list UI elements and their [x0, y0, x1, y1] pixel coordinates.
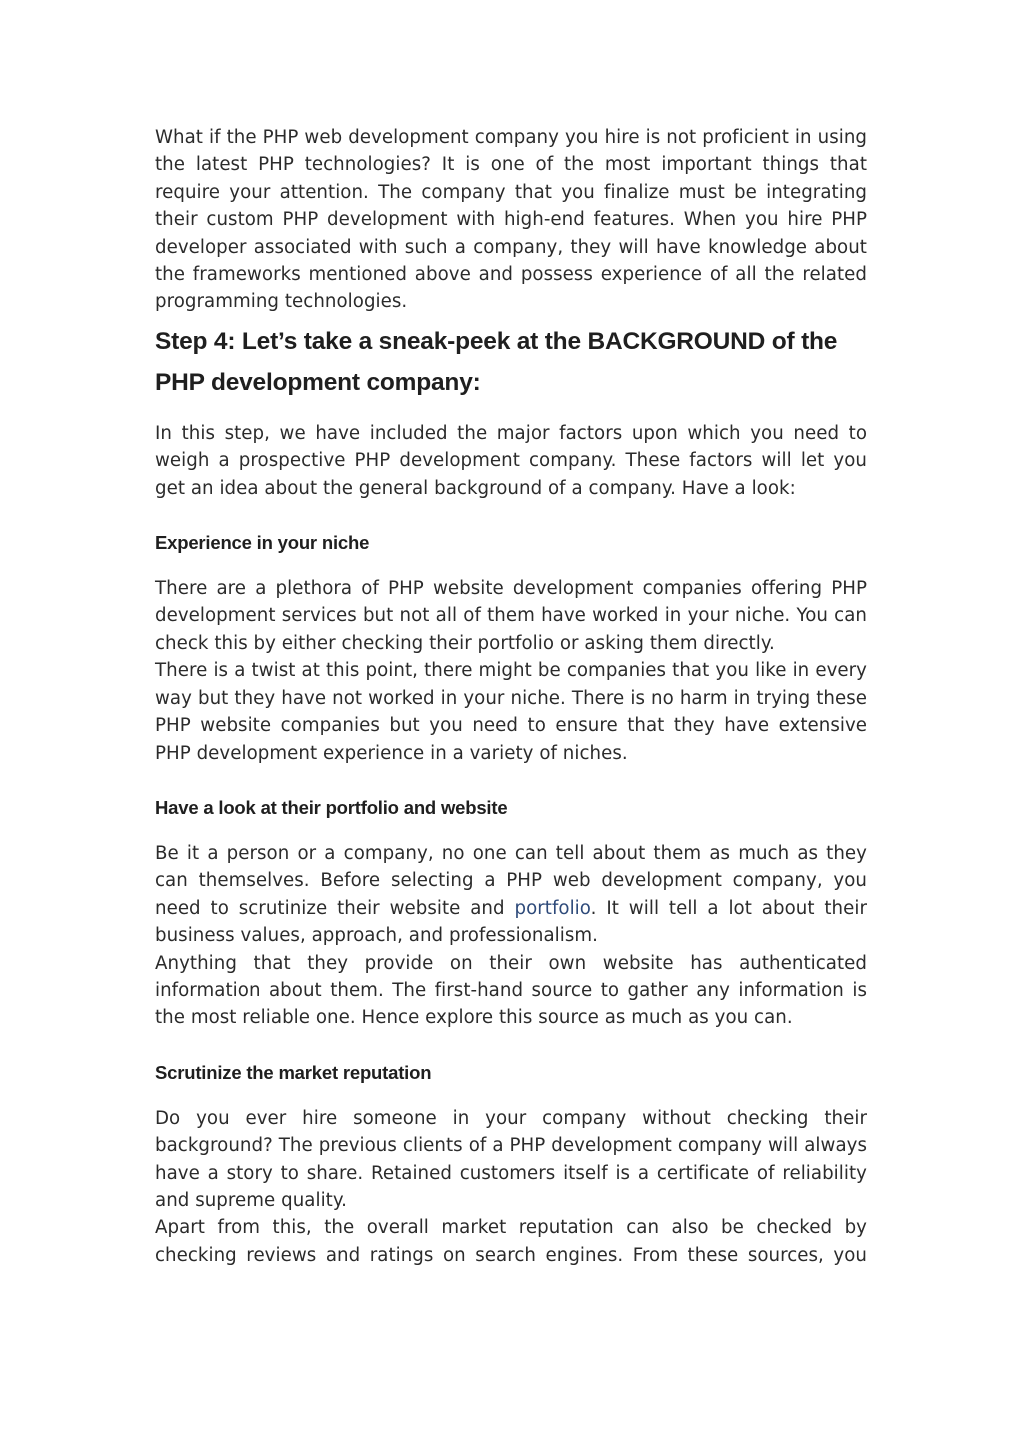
step-4-heading: Step 4: Let’s take a sneak-peek at the BACKGROUND of the PHP development company: — [155, 327, 838, 396]
document-page — [155, 124, 867, 1269]
experience-paragraph-1: There are a plethora of PHP website development companies offering PHP development services but not all of them have worked in your niche. You can check this by either checking their portfolio or asking them directly. — [155, 578, 867, 654]
section-heading-experience: Experience in your niche — [155, 532, 370, 554]
portfolio-link[interactable]: portfolio — [514, 897, 591, 919]
section-heading-portfolio: Have a look at their portfolio and website — [155, 796, 508, 818]
portfolio-paragraph-2: Anything that they provide on their own website has authenticated information about them. The first-hand source to gather any information is the most reliable one. Hence explore this source as much as you can. — [155, 952, 867, 1029]
portfolio-text-before-link: Be it a person or a company, no one can tell about them as much as they can themselves. Before selecting a PHP web development company, you need to scrutinize their website and — [155, 842, 867, 919]
portfolio-paragraph-1 — [155, 840, 867, 950]
reputation-paragraph-2: Apart from this, the overall market reputation can also be checked by checking reviews and ratings on search engines. From these sources, you — [155, 1217, 867, 1266]
reputation-paragraph-1: Do you ever hire someone in your company without checking their background? The previous clients of a PHP development company will always have a story to share. Retained customers itself is a certificate of reliability and supreme quality. — [155, 1107, 867, 1211]
experience-paragraph-2: There is a twist at this point, there might be companies that you like in every way but they have not worked in your niche. There is no harm in trying these PHP website companies but you need to ensure that they have extensive PHP development experience in a variety of niches. — [155, 660, 867, 764]
section-heading-reputation: Scrutinize the market reputation — [155, 1061, 432, 1083]
intro-paragraph: What if the PHP web development company you hire is not proficient in using the latest PHP technologies? It is one of the most important things that require your attention. The company that you finalize must be integrating their custom PHP development with high-end features. When you hire PHP developer associated with such a company, they will have knowledge about the frameworks mentioned above and possess experience of all the related programming technologies. — [155, 127, 867, 313]
portfolio-text-after-link: . It will tell a lot about their business values, approach, and professionalism. — [155, 897, 867, 947]
step-4-intro-paragraph: In this step, we have included the major factors upon which you need to weigh a prospective PHP development company. These factors will let you get an idea about the general background of a company. Have a look: — [155, 422, 867, 499]
